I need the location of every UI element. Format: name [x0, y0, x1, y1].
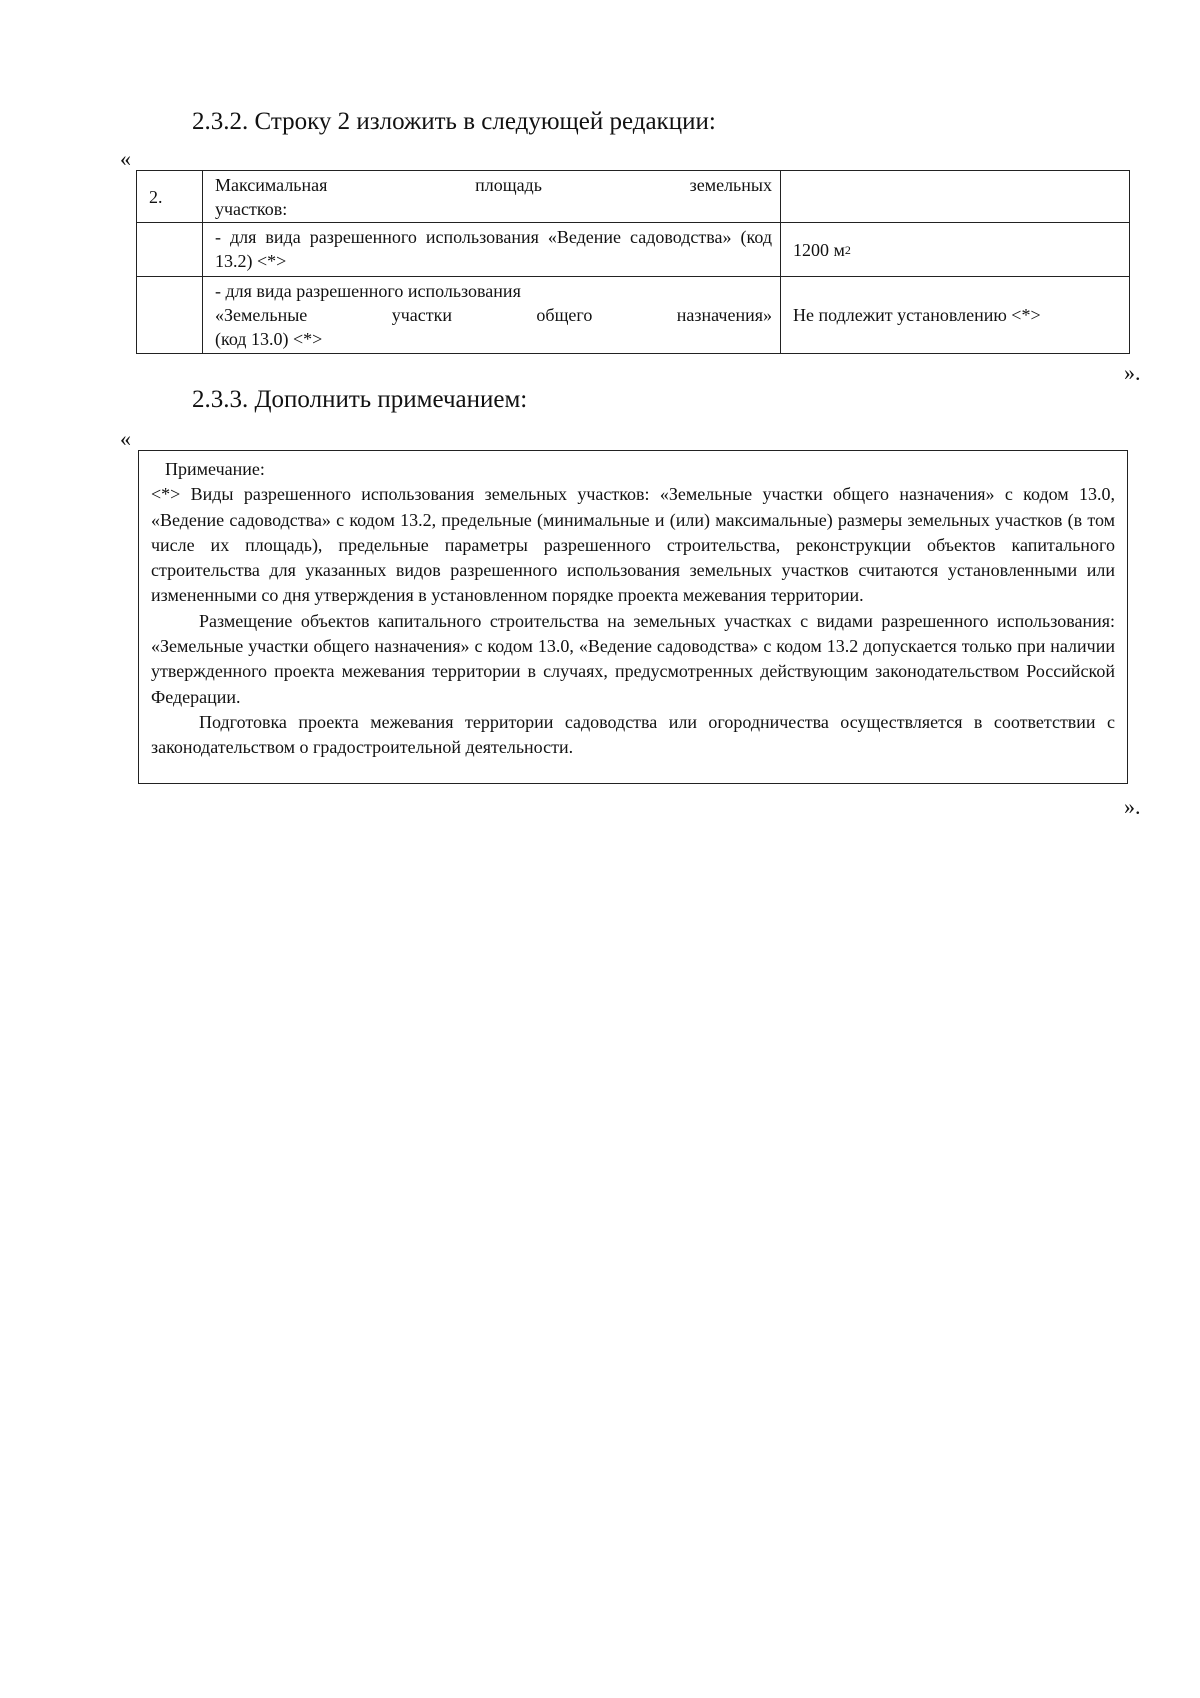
note-paragraph: Подготовка проекта межевания территории садоводства или огородничества осуществляется в соответствии с законодательством о градостроительной деятельности.: [151, 711, 1115, 758]
row-description: [203, 277, 781, 353]
note-paragraph: Размещение объектов капитального строительства на земельных участках с видами разрешенного использования: «Земельные участки общего назначения» с кодом 13.0, «Ведение садоводства» с кодом 13.2 допускается только при наличии утвержденного проекта межевания территории в случаях, предусмотренных действующим законодательством Российской Федерации.: [151, 610, 1115, 707]
row-value: 1200 м 2: [793, 239, 851, 260]
row-description-line: участков:: [215, 199, 288, 219]
table-row: [137, 223, 1129, 277]
row-description-line: «Земельные участки общего назначения»: [215, 305, 772, 325]
closing-quote-233: ».: [1124, 794, 1141, 819]
row-description-line: - для вида разрешенного использования: [215, 281, 521, 301]
row-number: [137, 277, 203, 353]
row-description-line: Максимальная площадь земельных: [215, 175, 772, 195]
row-value: [781, 171, 1129, 222]
land-plot-table: [136, 170, 1130, 354]
row-value: Не подлежит установлению <*>: [793, 305, 1041, 325]
table-row: [137, 277, 1129, 353]
closing-quote-232: ».: [1124, 360, 1141, 385]
note-paragraph: <*> Виды разрешенного использования земельных участков: «Земельные участки общего назначения» с кодом 13.0, «Ведение садоводства» с кодом 13.2, предельные (минимальные и (или) максимальные) размеры земельных участков (в том числе их площадь), предельные параметры разрешенного строительства, реконструкции объектов капитального строительства для указанных видов разрешенного использования земельных участков считаются установленными или измененными со дня утверждения в установленном порядке проекта межевания территории.: [151, 484, 1115, 606]
row-number: 2.: [137, 171, 203, 222]
table-row: [137, 171, 1129, 223]
note-box: [138, 450, 1128, 784]
row-number: [137, 223, 203, 276]
row-value-text: 1200 м: [793, 239, 845, 260]
row-description: - для вида разрешенного использования «Ведение садоводства» (код 13.2) <*>: [203, 223, 781, 276]
row-description-line: (код 13.0) <*>: [215, 329, 323, 349]
opening-quote-233: «: [120, 426, 131, 451]
note-title: Примечание:: [165, 459, 265, 479]
section-232-heading: 2.3.2. Строку 2 изложить в следующей редакции:: [192, 108, 716, 135]
row-description: [203, 171, 781, 222]
opening-quote-232: «: [120, 146, 131, 171]
section-233-heading: 2.3.3. Дополнить примечанием:: [192, 386, 528, 413]
